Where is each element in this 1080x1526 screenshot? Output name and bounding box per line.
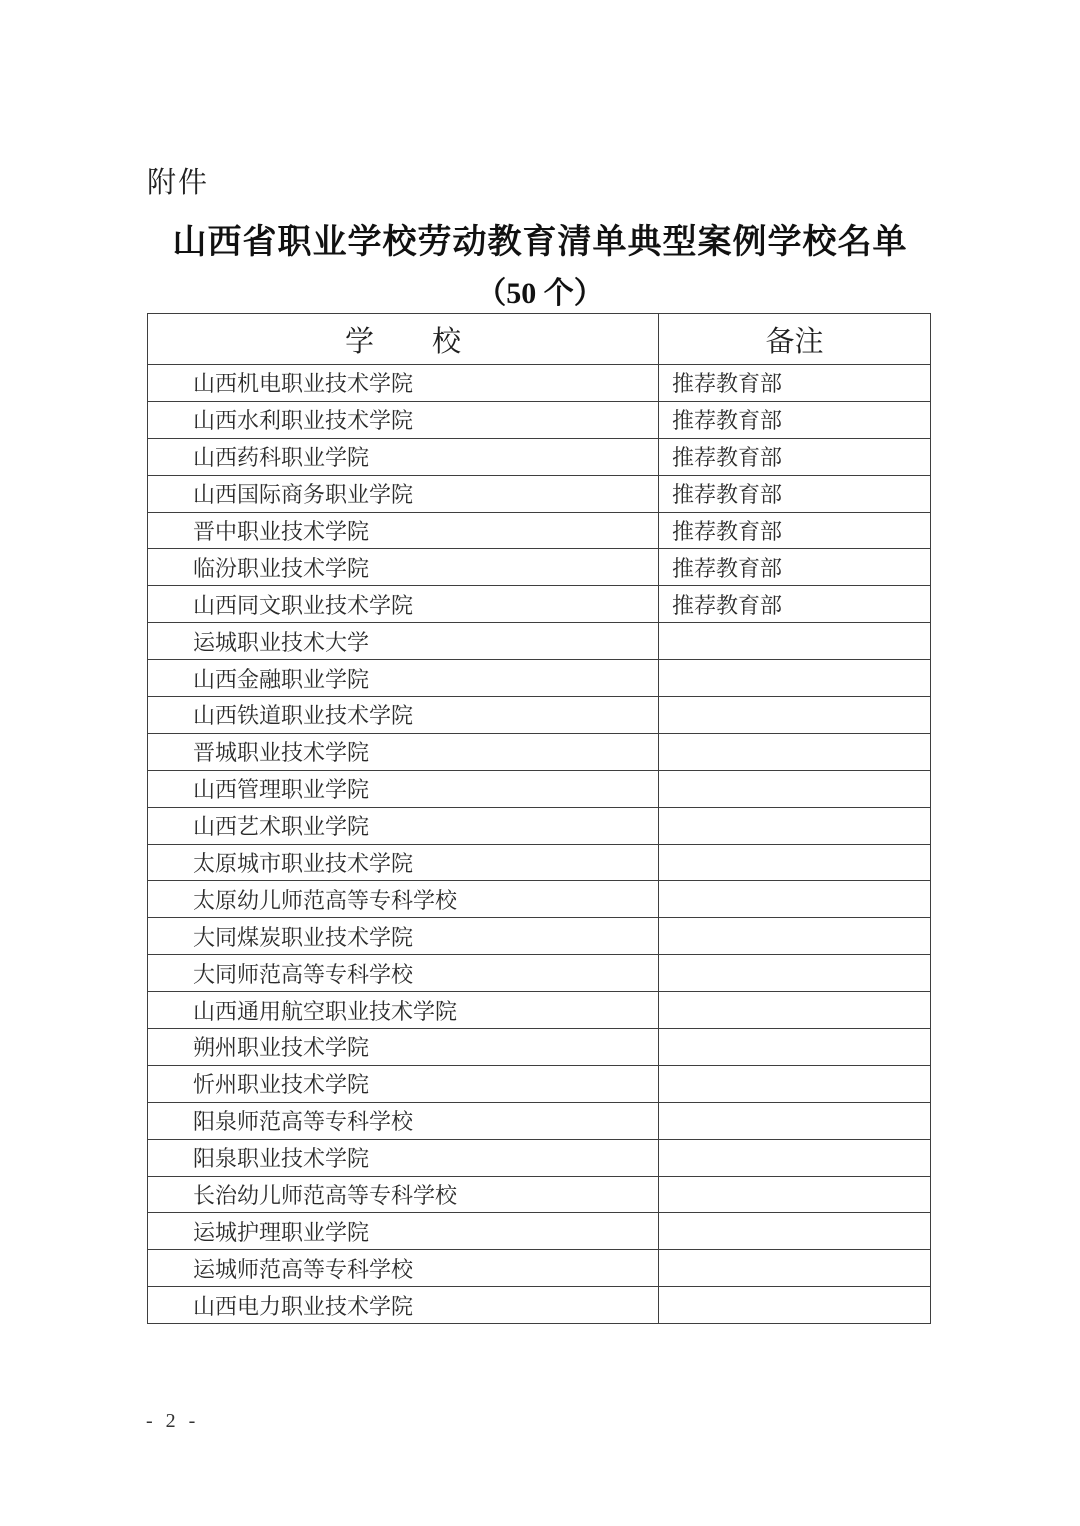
table-row xyxy=(148,881,931,918)
school-name-cell: 山西铁道职业技术学院 xyxy=(148,697,659,734)
table-row xyxy=(148,365,931,402)
school-name-cell: 太原城市职业技术学院 xyxy=(148,844,659,881)
table-row xyxy=(148,586,931,623)
remark-cell xyxy=(659,992,931,1029)
remark-cell xyxy=(659,881,931,918)
remark-cell xyxy=(659,955,931,992)
table-row xyxy=(148,1102,931,1139)
school-name-cell: 运城师范高等专科学校 xyxy=(148,1250,659,1287)
school-name-cell: 大同师范高等专科学校 xyxy=(148,955,659,992)
table-row xyxy=(148,438,931,475)
attachment-label: 附件 xyxy=(147,167,210,199)
table-row xyxy=(148,623,931,660)
remark-cell xyxy=(659,807,931,844)
table-row xyxy=(148,770,931,807)
school-name-cell: 太原幼儿师范高等专科学校 xyxy=(148,881,659,918)
remark-cell xyxy=(659,1102,931,1139)
document-subtitle: （50 个） xyxy=(476,277,604,310)
school-name-cell: 山西艺术职业学院 xyxy=(148,807,659,844)
school-name-cell: 晋中职业技术学院 xyxy=(148,512,659,549)
school-name-cell: 长治幼儿师范高等专科学校 xyxy=(148,1176,659,1213)
school-name-cell: 山西药科职业学院 xyxy=(148,438,659,475)
remark-cell: 推荐教育部 xyxy=(659,365,931,402)
table-row xyxy=(148,1065,931,1102)
school-name-cell: 山西金融职业学院 xyxy=(148,660,659,697)
table-row xyxy=(148,1287,931,1324)
column-header-remark: 备注 xyxy=(659,314,931,365)
table-row xyxy=(148,955,931,992)
table-header-row xyxy=(148,314,931,365)
remark-cell xyxy=(659,918,931,955)
table-row xyxy=(148,401,931,438)
table-row xyxy=(148,1213,931,1250)
school-name-cell: 运城职业技术大学 xyxy=(148,623,659,660)
table-row xyxy=(148,475,931,512)
remark-cell xyxy=(659,1213,931,1250)
school-name-cell: 朔州职业技术学院 xyxy=(148,1029,659,1066)
remark-cell: 推荐教育部 xyxy=(659,401,931,438)
table-row xyxy=(148,918,931,955)
table-row xyxy=(148,992,931,1029)
table-row xyxy=(148,807,931,844)
page-number: - 2 - xyxy=(146,1410,200,1432)
remark-cell xyxy=(659,1176,931,1213)
remark-cell xyxy=(659,1287,931,1324)
remark-cell: 推荐教育部 xyxy=(659,438,931,475)
remark-cell: 推荐教育部 xyxy=(659,512,931,549)
school-name-cell: 大同煤炭职业技术学院 xyxy=(148,918,659,955)
remark-cell xyxy=(659,1065,931,1102)
remark-cell xyxy=(659,1139,931,1176)
remark-cell: 推荐教育部 xyxy=(659,549,931,586)
table-body xyxy=(148,365,931,1324)
table-row xyxy=(148,1139,931,1176)
school-name-cell: 山西同文职业技术学院 xyxy=(148,586,659,623)
school-name-cell: 山西管理职业学院 xyxy=(148,770,659,807)
school-list-table xyxy=(147,313,931,1324)
school-name-cell: 临汾职业技术学院 xyxy=(148,549,659,586)
school-name-cell: 山西通用航空职业技术学院 xyxy=(148,992,659,1029)
table-row xyxy=(148,844,931,881)
remark-cell xyxy=(659,844,931,881)
table-row xyxy=(148,733,931,770)
remark-cell xyxy=(659,1250,931,1287)
school-name-cell: 运城护理职业学院 xyxy=(148,1213,659,1250)
remark-cell xyxy=(659,1029,931,1066)
column-header-school: 学 校 xyxy=(148,314,659,365)
table-row xyxy=(148,1250,931,1287)
remark-cell xyxy=(659,697,931,734)
school-name-cell: 晋城职业技术学院 xyxy=(148,733,659,770)
document-title: 山西省职业学校劳动教育清单典型案例学校名单 xyxy=(172,224,908,261)
remark-cell xyxy=(659,623,931,660)
school-name-cell: 阳泉师范高等专科学校 xyxy=(148,1102,659,1139)
school-name-cell: 阳泉职业技术学院 xyxy=(148,1139,659,1176)
remark-cell xyxy=(659,660,931,697)
remark-cell: 推荐教育部 xyxy=(659,586,931,623)
school-name-cell: 山西电力职业技术学院 xyxy=(148,1287,659,1324)
school-name-cell: 山西水利职业技术学院 xyxy=(148,401,659,438)
remark-cell: 推荐教育部 xyxy=(659,475,931,512)
table-row xyxy=(148,697,931,734)
table-row xyxy=(148,1176,931,1213)
table-row xyxy=(148,1029,931,1066)
school-name-cell: 忻州职业技术学院 xyxy=(148,1065,659,1102)
remark-cell xyxy=(659,733,931,770)
school-name-cell: 山西机电职业技术学院 xyxy=(148,365,659,402)
remark-cell xyxy=(659,770,931,807)
table-row xyxy=(148,660,931,697)
school-name-cell: 山西国际商务职业学院 xyxy=(148,475,659,512)
table-row xyxy=(148,512,931,549)
table-row xyxy=(148,549,931,586)
